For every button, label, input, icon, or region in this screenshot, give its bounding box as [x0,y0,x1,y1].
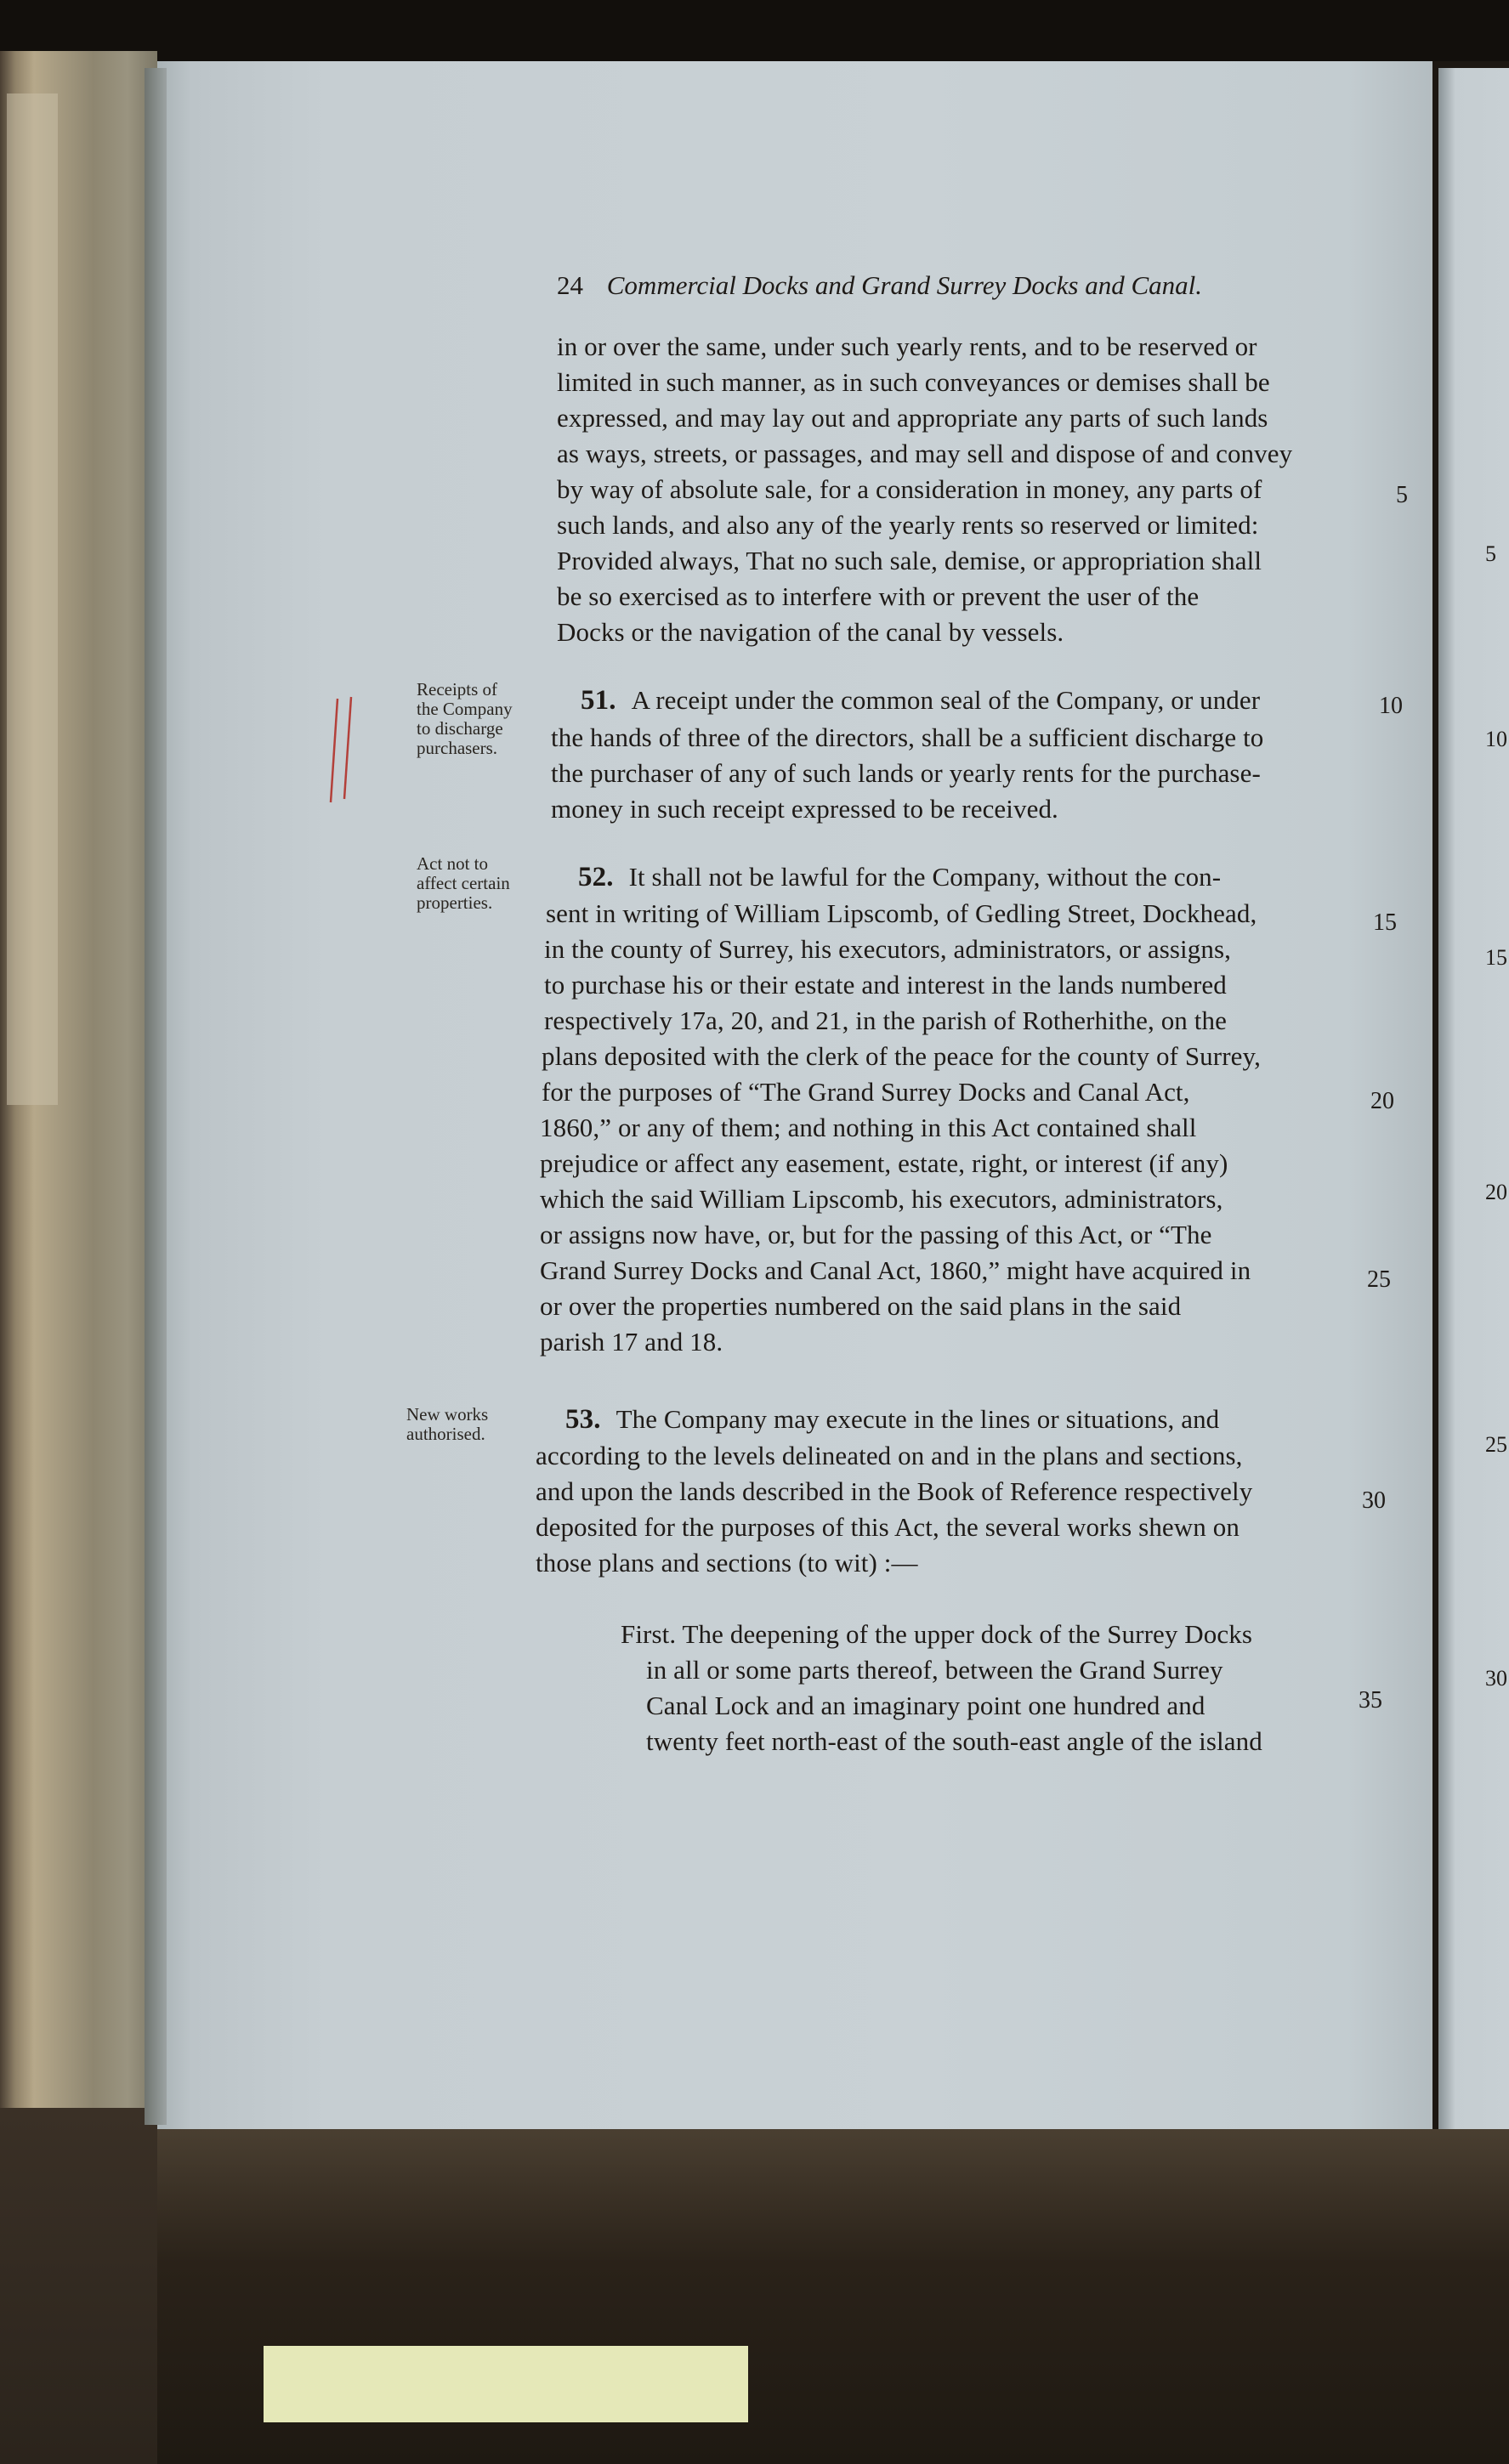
body-line: limited in such manner, as in such conveyances or demises shall be [557,367,1270,397]
body-line: Docks or the navigation of the canal by vessels. [557,617,1064,647]
section-51-line: 51. A receipt under the common seal of the Company, or under [581,685,1261,716]
page-binding [145,68,167,2125]
running-title: Commercial Docks and Grand Surrey Docks and Canal. [606,270,1203,300]
body-line: in the county of Surrey, his executors, administrators, or assigns, [544,934,1231,964]
body-line: the hands of three of the directors, shall be a sufficient discharge to [551,722,1264,752]
line-number: 30 [1362,1487,1386,1514]
body-line: parish 17 and 18. [540,1327,723,1357]
page-header [557,270,1202,301]
section-52-line: 52. It shall not be lawful for the Company, without the con- [578,862,1222,892]
line-number: 15 [1373,909,1397,936]
line-number: 5 [1396,482,1408,508]
body-line: money in such receipt expressed to be received. [551,794,1058,824]
margin-note-act-not-to-affect: Act not to affect certain properties. [417,853,510,913]
facing-line-number: 20 [1485,1180,1507,1204]
body-line: such lands, and also any of the yearly rents so reserved or limited: [557,510,1259,540]
body-line: respectively 17a, 20, and 21, in the parish of Rotherhithe, on the [544,1005,1227,1035]
body-line: or assigns now have, or, but for the passing of this Act, or “The [540,1220,1212,1249]
body-line: in or over the same, under such yearly rents, and to be reserved or [557,331,1257,361]
body-line: or over the properties numbered on the said plans in the said [540,1291,1182,1321]
body-line: by way of absolute sale, for a consideration in money, any parts of [557,474,1262,504]
body-line: be so exercised as to interfere with or prevent the user of the [557,581,1200,611]
facing-line-number: 15 [1485,945,1507,970]
page-number: 24 [557,270,583,300]
margin-note-receipts: Receipts of the Company to discharge purchasers. [417,679,513,758]
body-line: prejudice or affect any easement, estate, right, or interest (if any) [540,1148,1228,1178]
section-53-line: 53. The Company may execute in the lines or situations, and [565,1404,1220,1435]
body-line: those plans and sections (to wit) :— [536,1548,918,1578]
item-first-line: in all or some parts thereof, between the Grand Surrey [646,1655,1223,1685]
body-line: according to the levels delineated on and in the plans and sections, [536,1441,1243,1470]
paper-slip [7,93,58,1105]
body-line: plans deposited with the clerk of the peace for the county of Surrey, [542,1041,1261,1071]
margin-note-new-works: New works authorised. [406,1404,489,1444]
body-line: sent in writing of William Lipscomb, of Gedling Street, Dockhead, [546,898,1257,928]
body-line: 1860,” or any of them; and nothing in this Act contained shall [540,1113,1197,1142]
facing-line-number: 5 [1485,541,1496,566]
body-line: to purchase his or their estate and interest in the lands numbered [544,970,1227,1000]
item-first-line: First. The deepening of the upper dock of the Surrey Docks [621,1619,1253,1649]
facing-line-number: 30 [1485,1666,1507,1691]
section-number: 51. [581,685,616,716]
body-line: the purchaser of any of such lands or yearly rents for the purchase- [551,758,1261,788]
body-line: expressed, and may lay out and appropriate any parts of such lands [557,403,1268,433]
paper-tab [264,2346,748,2422]
body-line: Provided always, That no such sale, demise, or appropriation shall [557,546,1262,575]
section-number: 53. [565,1404,601,1435]
line-number: 20 [1370,1088,1394,1114]
line-number: 10 [1379,693,1403,719]
body-line: Grand Surrey Docks and Canal Act, 1860,” might have acquired in [540,1255,1251,1285]
section-number: 52. [578,862,614,892]
item-first-line: twenty feet north-east of the south-east angle of the island [646,1726,1262,1756]
red-pencil-mark [326,695,360,806]
facing-page [1438,68,1509,2184]
body-line: which the said William Lipscomb, his executors, administrators, [540,1184,1223,1214]
body-line: and upon the lands described in the Book of Reference respectively [536,1476,1253,1506]
facing-line-number: 10 [1485,727,1507,751]
item-first-line: Canal Lock and an imaginary point one hundred and [646,1691,1205,1720]
body-line: as ways, streets, or passages, and may sell and dispose of and convey [557,439,1293,468]
body-line: deposited for the purposes of this Act, the several works shewn on [536,1512,1240,1542]
facing-line-number: 25 [1485,1432,1507,1457]
body-line: for the purposes of “The Grand Surrey Docks and Canal Act, [542,1077,1190,1107]
background-top [0,0,1509,61]
line-number: 35 [1359,1687,1382,1713]
line-number: 25 [1367,1266,1391,1293]
